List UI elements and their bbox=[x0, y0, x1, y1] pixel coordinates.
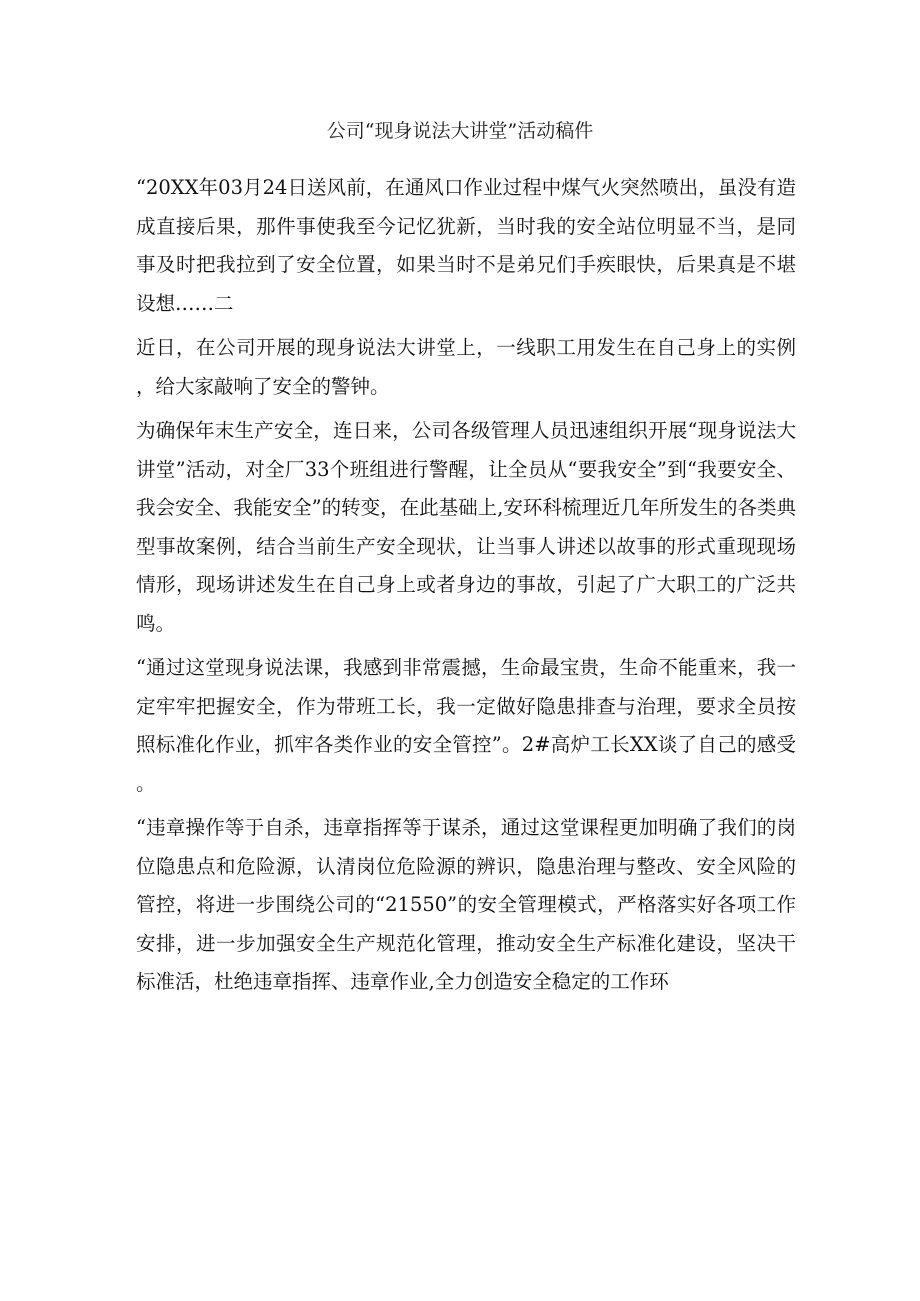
paragraph-4: “通过这堂现身说法课，我感到非常震撼，生命最宝贵，生命不能重来，我一定牢牢把握安全，作为带班工长，我一定做好隐患排查与治理，要求全员按照标准化作业，抓牢各类作业的安全管控”。2#高炉工长XX谈了自己的感受。 bbox=[136, 656, 796, 795]
paragraph-1: “20XX年03月24日送风前，在通风口作业过程中煤气火突然喷出，虽没有造成直接后果，那件事使我至今记忆犹新，当时我的安全站位明显不当，是同事及时把我拉到了安全位置，如果当时不是弟兄们手疾眼快，后果真是不堪设想……二 bbox=[136, 176, 796, 315]
document-body bbox=[136, 169, 796, 1008]
paragraph-3: 为确保年末生产安全，连日来，公司各级管理人员迅速组织开展“现身说法大讲堂”活动，对全厂33个班组进行警醒，让全员从“要我安全”到“我要安全、我会安全、我能安全”的转变，在此基础上,安环科梳理近几年所发生的各类典型事故案例，结合当前生产安全现状，让当事人讲述以故事的形式重现现场情形，现场讲述发生在自己身上或者身边的事故，引起了广大职工的广泛共鸣。 bbox=[136, 419, 796, 635]
paragraph-2: 近日，在公司开展的现身说法大讲堂上，一线职工用发生在自己身上的实例，给大家敲响了安全的警钟。 bbox=[136, 336, 796, 398]
document-title: 公司“现身说法大讲堂”活动稿件 bbox=[326, 120, 594, 142]
paragraph-5: “违章操作等于自杀，违章指挥等于谋杀，通过这堂课程更加明确了我们的岗位隐患点和危险源，认清岗位危险源的辨识，隐患治理与整改、安全风险的管控，将进一步围绕公司的“21550”的安全管理模式，严格落实好各项工作安排，进一步加强安全生产规范化管理，推动安全生产标准化建设，坚决干标准活，杜绝违章指挥、违章作业,全力创造安全稳定的工作环 bbox=[136, 816, 796, 993]
